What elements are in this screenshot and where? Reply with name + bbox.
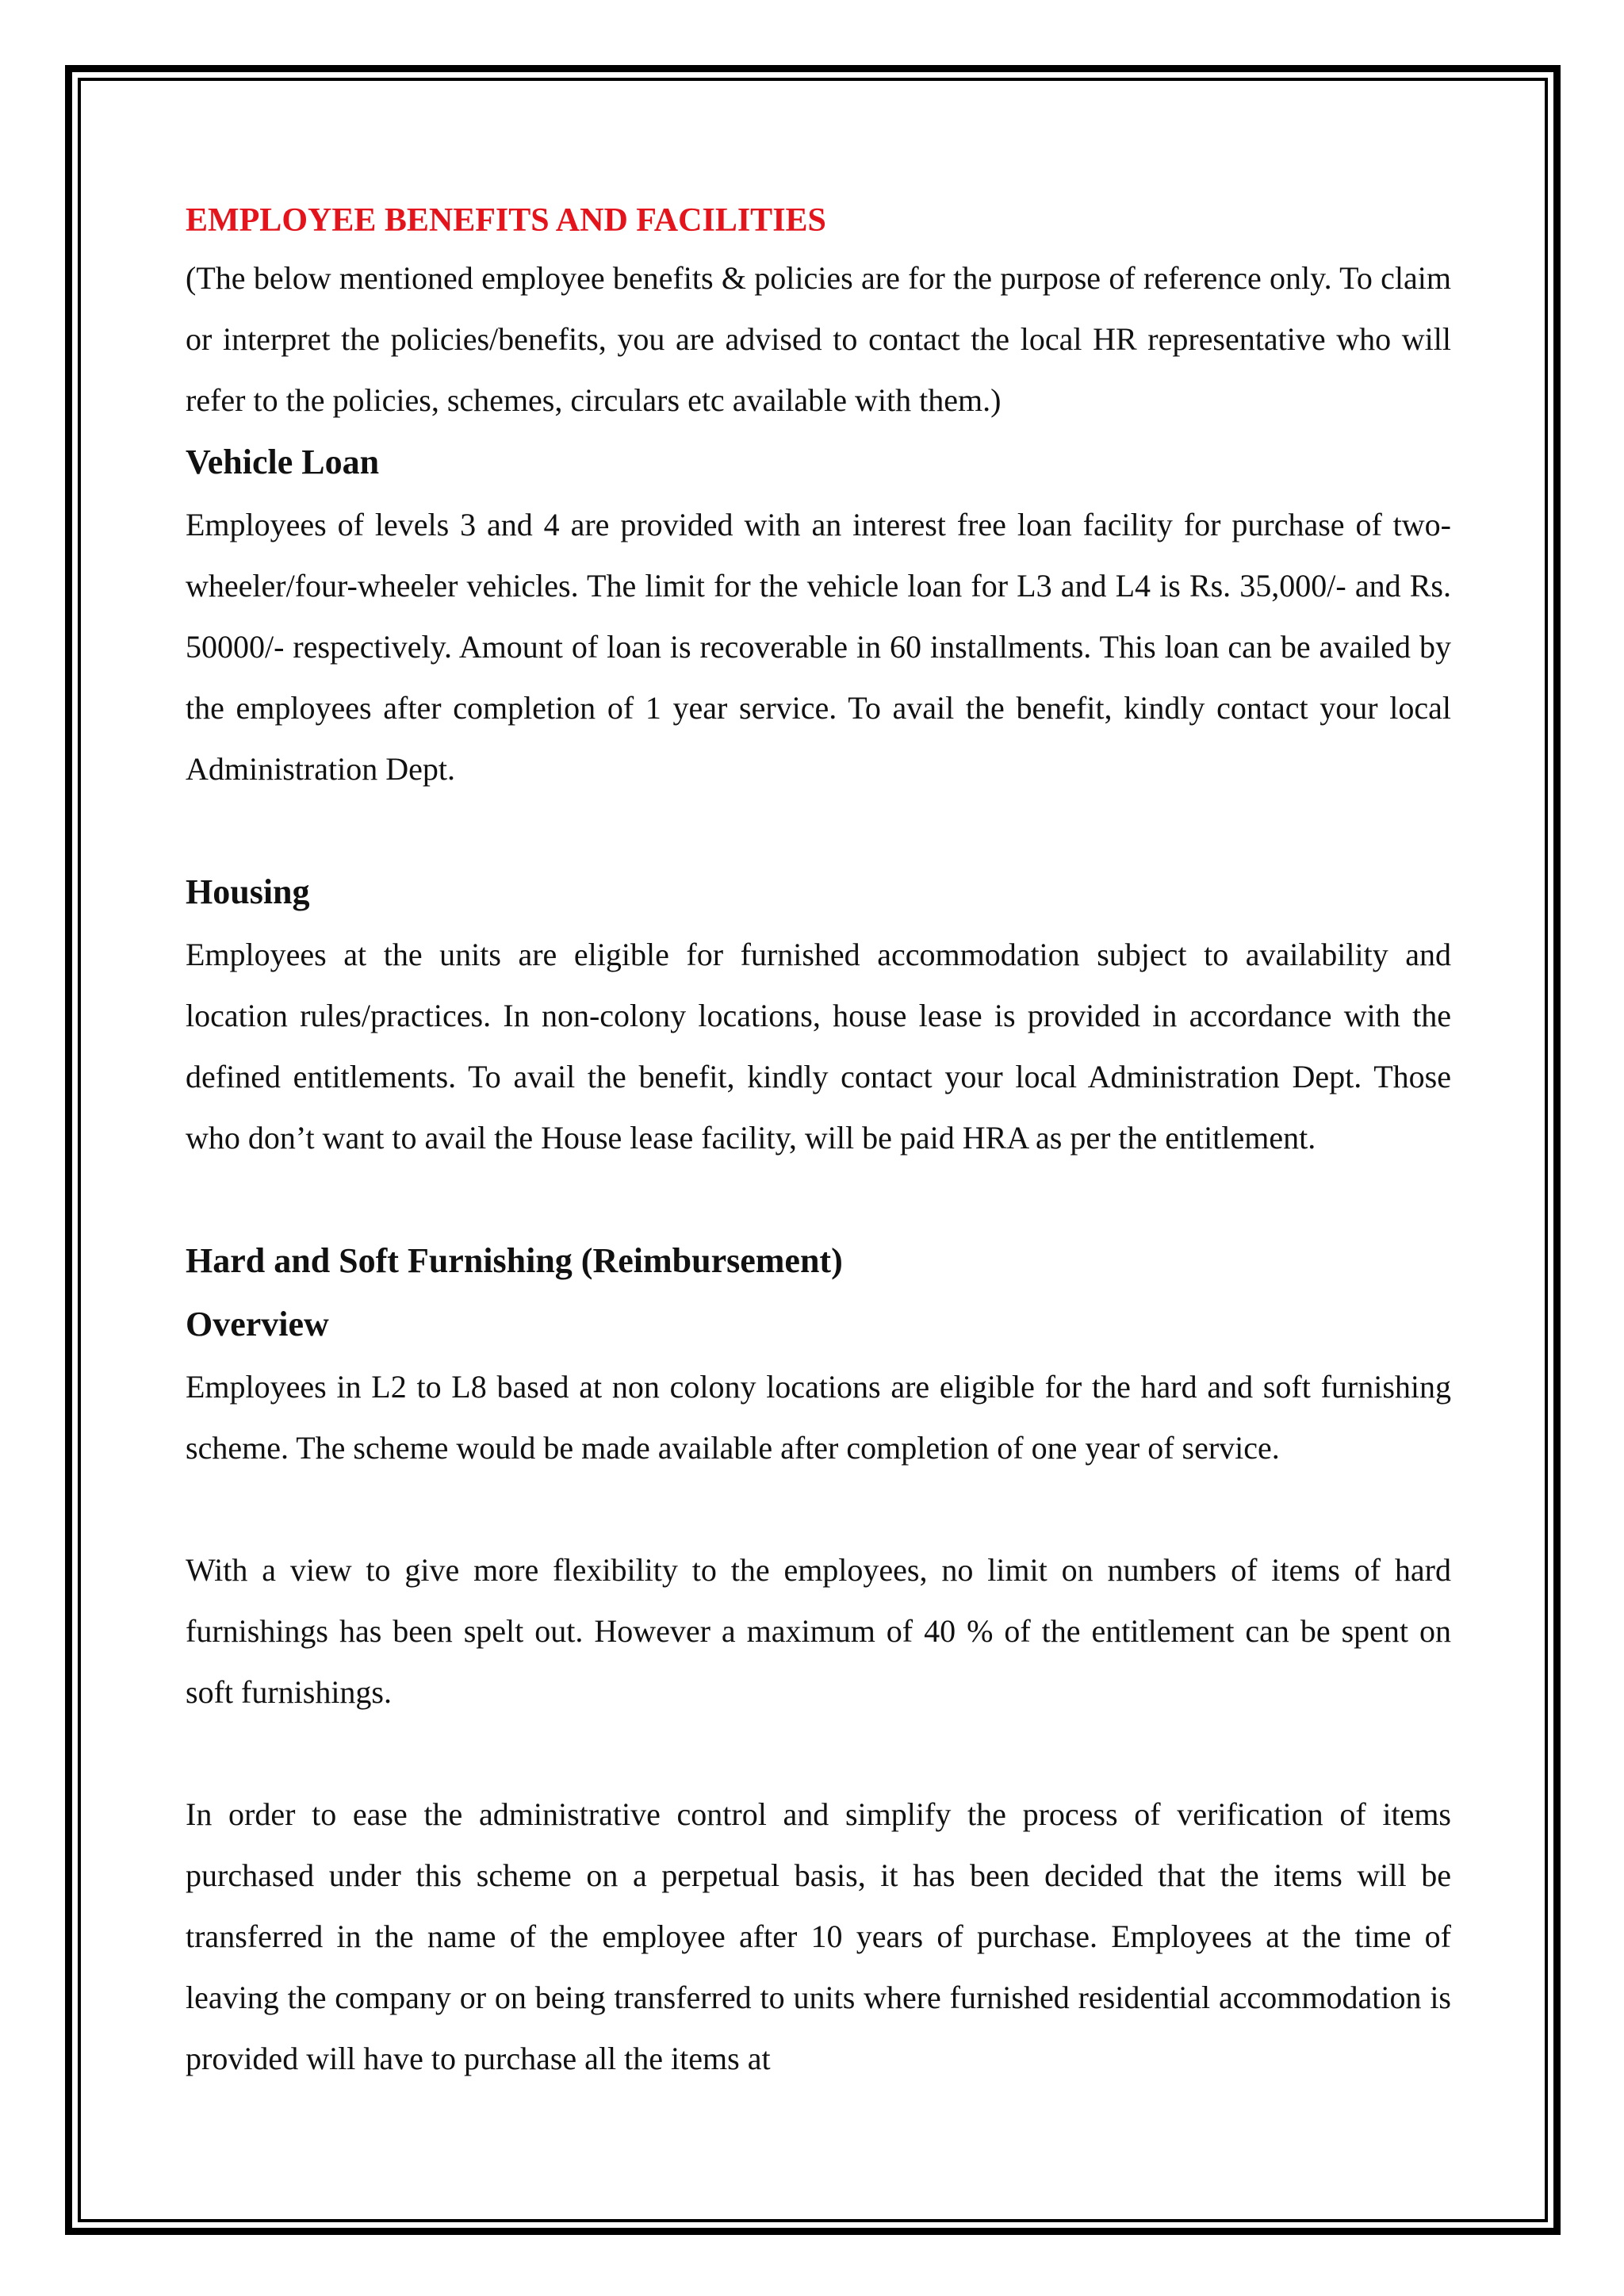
blank-line: [186, 1478, 1451, 1539]
furnishing-paragraph-transfer: In order to ease the administrative control and simplify the process of verification of items purchased under this scheme on a perpetual basis, it has been decided that the items will be transferred in the name of the employee after 10 years of purchase. Employees at the time of leaving the company or on being transferred to units where furnished residential accommodation is provided will have to purchase all the items at: [186, 1796, 1451, 2076]
furnishing-paragraph-eligibility: Employees in L2 to L8 based at non colony locations are eligible for the hard and soft furnishing scheme. The scheme would be made available after completion of one year of service.: [186, 1369, 1451, 1466]
subheading-overview: Overview: [186, 1305, 329, 1343]
section-heading-vehicle-loan: Vehicle Loan: [186, 443, 380, 481]
vehicle-loan-paragraph: Employees of levels 3 and 4 are provided with an interest free loan facility for purchase of two-wheeler/four-wheeler vehicles. The limit for the vehicle loan for L3 and L4 is Rs. 35,000/- and Rs. 50000/- respectively. Amount of loan is recoverable in 60 installments. This loan can be availed by the employees after completion of 1 year service. To avail the benefit, kindly contact your local Administration Dept.: [186, 507, 1451, 787]
furnishing-paragraph-flexibility: With a view to give more flexibility to the employees, no limit on numbers of items of hard furnishings has been spelt out. However a maximum of 40 % of the entitlement can be spent on soft furnishings.: [186, 1552, 1451, 1710]
section-heading-housing: Housing: [186, 872, 310, 911]
blank-line: [186, 1168, 1451, 1229]
document-body: [186, 197, 1451, 2243]
document-title: EMPLOYEE BENEFITS AND FACILITIES: [186, 202, 826, 239]
intro-paragraph: (The below mentioned employee benefits & policies are for the purpose of reference only. To claim or interpret the policies/benefits, you are advised to contact the local HR representative who will refer to the policies, schemes, circulars etc available with them.): [186, 260, 1451, 418]
blank-line: [186, 799, 1451, 861]
blank-line: [186, 1723, 1451, 1784]
section-heading-furnishing: Hard and Soft Furnishing (Reimbursement): [186, 1241, 843, 1280]
housing-paragraph: Employees at the units are eligible for furnished accommodation subject to availability and location rules/practices. In non-colony locations, house lease is provided in accordance with the defined entitlements. To avail the benefit, kindly contact your local Administration Dept. Those who don’t want to avail the House lease facility, will be paid HRA as per the entitlement.: [186, 937, 1451, 1156]
